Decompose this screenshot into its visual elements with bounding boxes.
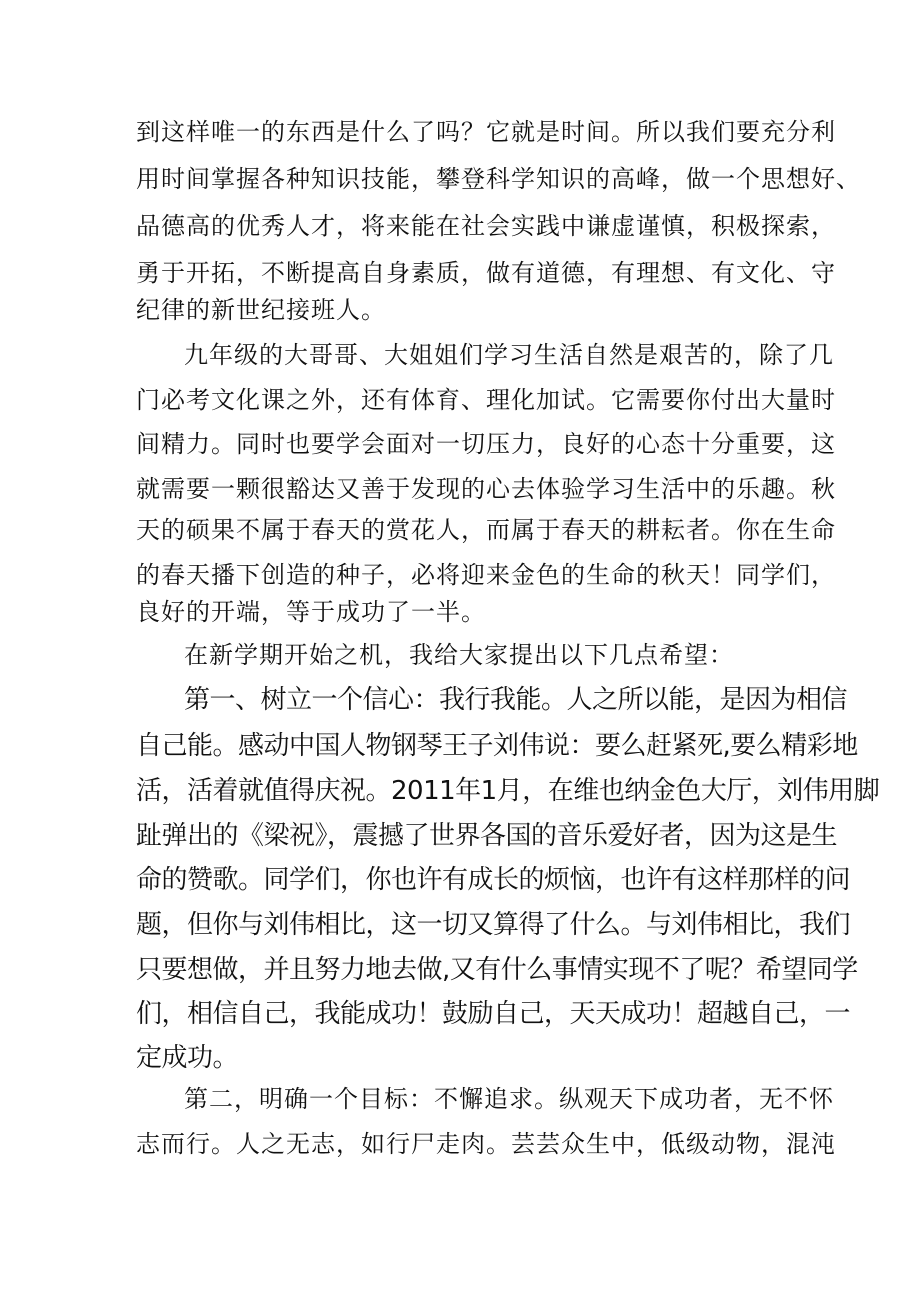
text-line: 良好的开端，等于成功了一半。 [136,598,486,626]
text-line: 天的硕果不属于春天的赏花人，而属于春天的耕耘者。你在生命 [136,516,836,544]
text-line: 活，活着就值得庆祝。2011年1月，在维也纳金色大厅，刘伟用脚 [136,776,880,806]
text-line: 品德高的优秀人才，将来能在社会实践中谦虚谨慎，积极探索， [136,212,836,240]
text-line: 题，但你与刘伟相比，这一切又算得了什么。与刘伟相比，我们 [136,910,851,940]
text-line: 自己能。感动中国人物钢琴王子刘伟说：要么赶紧死,要么精彩地 [136,731,858,761]
text-line: 只要想做，并且努力地去做,又有什么事情实现不了呢？希望同学 [136,955,858,985]
text-line: 命的赞歌。同学们，你也许有成长的烦恼，也许有这样那样的问 [136,865,851,895]
text-line: 定成功。 [136,1043,239,1073]
paragraph-first-line: 第一、树立一个信心：我行我能。人之所以能，是因为相信 [184,685,848,715]
paragraph-first-line: 第二，明确一个目标：不懈追求。纵观天下成功者，无不怀 [184,1085,834,1113]
text-line: 趾弹出的《梁祝》，震撼了世界各国的音乐爱好者，因为这是生 [136,821,838,851]
text-line: 门必考文化课之外，还有体育、理化加试。它需要你付出大量时 [136,386,836,414]
text-line: 们，相信自己，我能成功！鼓励自己，天天成功！超越自己，一 [136,999,851,1029]
text-line: 就需要一颗很豁达又善于发现的心去体验学习生活中的乐趣。秋 [136,475,836,503]
paragraph-first-line: 九年级的大哥哥、大姐姐们学习生活自然是艰苦的，除了几 [184,341,834,369]
text-line: 纪律的新世纪接班人。 [136,296,386,324]
text-line: 勇于开拓，不断提高自身素质，做有道德，有理想、有文化、守 [136,259,836,287]
text-line: 到这样唯一的东西是什么了吗？它就是时间。所以我们要充分利 [136,118,836,146]
text-line: 志而行。人之无志，如行尸走肉。芸芸众生中，低级动物，混沌 [136,1130,836,1158]
paragraph-first-line: 在新学期开始之机，我给大家提出以下几点希望： [184,641,734,669]
text-line: 间精力。同时也要学会面对一切压力，良好的心态十分重要，这 [136,430,836,458]
text-line: 的春天播下创造的种子，必将迎来金色的生命的秋天！同学们， [136,561,836,589]
text-line: 用时间掌握各种知识技能，攀登科学知识的高峰，做一个思想好、 [136,165,861,193]
